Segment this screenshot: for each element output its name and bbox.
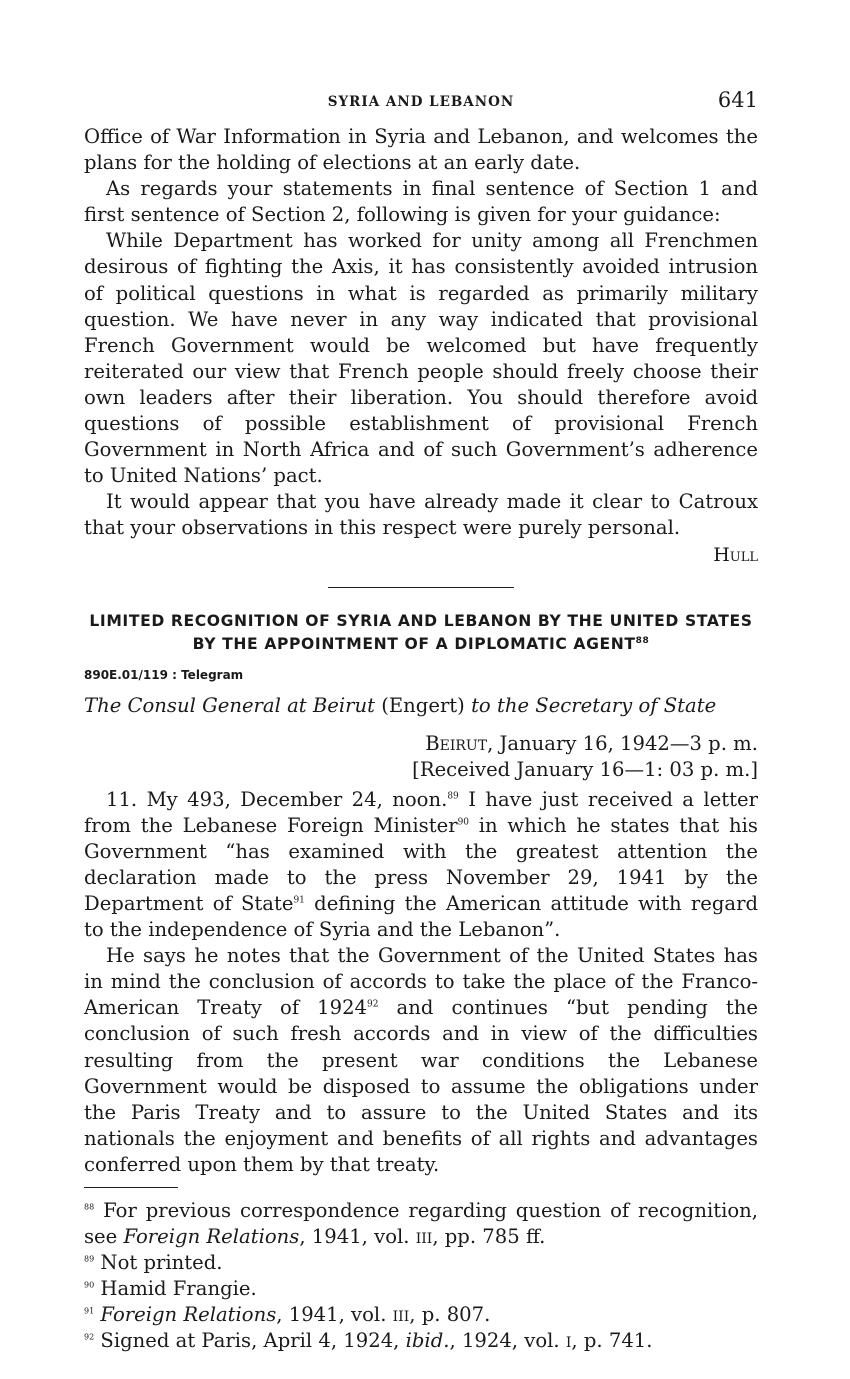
footnote [84,1328,758,1354]
text-run: defining the American attitude with regard to the independence of Syria and the Lebanon”. [84,891,758,942]
body-paragraph: Office of War Information in Syria and Lebanon, and welcomes the plans for the holding of elections at an early date. [84,125,758,175]
text-run: ibid. [405,1329,450,1353]
text-run: , 1941, vol. [299,1225,416,1249]
footnote [84,1198,758,1250]
footnote [84,1250,758,1276]
footnote [84,1302,758,1328]
running-title: SYRIA AND LEBANON [327,94,515,110]
document-title-name: (Engert) [381,693,465,717]
document-title [84,694,758,717]
telegram-paragraph [84,787,758,944]
document-title-recipient: to the Secretary of State [471,693,717,717]
footnote-number: 92 [84,1332,95,1342]
footnote-number: 88 [84,1202,95,1212]
footnote-ref: 89 [447,791,459,802]
text-run: For previous correspondence regarding question of recognition, see [84,1199,758,1249]
section-heading-text: LIMITED RECOGNITION OF SYRIA AND LEBANON BY THE UNITED STATES BY THE APPOINTMENT OF A DIPLOMATIC AGENT [89,611,753,653]
footnote-ref: 91 [293,895,305,906]
document-page [84,88,758,1355]
text-run: 11. My 493, December 24, noon. [106,787,448,811]
footnote-ref: 88 [635,635,650,646]
file-reference: 890E.01/119 : Telegram [84,667,244,682]
received-line: [Received January 16—1: 03 p. m.] [412,757,758,781]
telegram-paragraph [84,943,758,1178]
running-head [84,88,758,124]
text-run: , 1924, vol. [449,1329,566,1353]
section-heading [84,610,758,656]
dateline-date: , January 16, 1942—3 p. m. [487,731,758,755]
signature: Hull [713,543,758,566]
body-paragraph: It would appear that you have already made it clear to Catroux that your observations in this respect were purely personal. [84,490,758,540]
text-run: He says he notes that the Government of the United States has in mind the conclusion of accords to take the place of the Franco-American Treaty of 1924 [84,944,758,1020]
text-run: , p. 741. [571,1329,653,1353]
text-run: I have just received a letter from the Lebanese Foreign Minister [84,787,758,837]
text-run: iii [415,1225,433,1249]
text-run: , p. 807. [409,1303,491,1327]
dateline [84,731,758,757]
text-run: and continues “but pending the conclusion of such fresh accords and in view of the difficulties resulting from the present war conditions the Lebanese Government would be disposed to assume the obligations under the Paris Treaty and to assure to the United States and its nationals the enjoyment and benefits of all rights and advantages conferred upon them by that treaty. [84,996,758,1176]
text-run: i [565,1329,572,1353]
body-paragraph: As regards your statements in final sentence of Section 1 and first sentence of Section 2, following is given for your guidance: [84,177,758,227]
footnote-number: 91 [84,1306,95,1316]
text-run: , pp. 785 ff. [432,1225,546,1249]
footnote-number: 89 [84,1254,95,1264]
text-run: Foreign Relations [100,1303,277,1327]
text-run: iii [392,1303,410,1327]
section-divider [328,587,514,588]
footnote-ref: 92 [367,999,379,1010]
footnote [84,1276,758,1302]
footnote-ref: 90 [457,817,470,828]
footnote-number: 90 [84,1280,95,1290]
body-paragraph: While Department has worked for unity among all Frenchmen desirous of fighting the Axis, it has consistently avoided intrusion of political questions in what is regarded as primarily military question. We have never in any way indicated that provisional French Government would be welcomed but have frequently reiterated our view that French people should freely choose their own leaders after their liberation. You should therefore avoid questions of possible establishment of provisional French Government in North Africa and of such Government’s adherence to United Nations’ pact. [84,229,758,488]
footnote-divider [84,1187,178,1188]
text-run: Hamid Frangie. [100,1277,257,1301]
text-run: Not printed. [100,1251,223,1275]
footnotes [84,1198,758,1355]
document-title-sender: The Consul General at Beirut [84,693,375,717]
dateline-place: Beirut [425,731,488,755]
page-number: 641 [717,88,758,112]
text-run: Foreign Relations [123,1225,300,1249]
text-run: , 1941, vol. [276,1303,393,1327]
text-run: Signed at Paris, April 4, 1924, [100,1329,406,1353]
text-run: in which he states that his Government “has examined with the greatest attention the declaration made to the press November 29, 1941 by the Department of State [84,813,758,915]
